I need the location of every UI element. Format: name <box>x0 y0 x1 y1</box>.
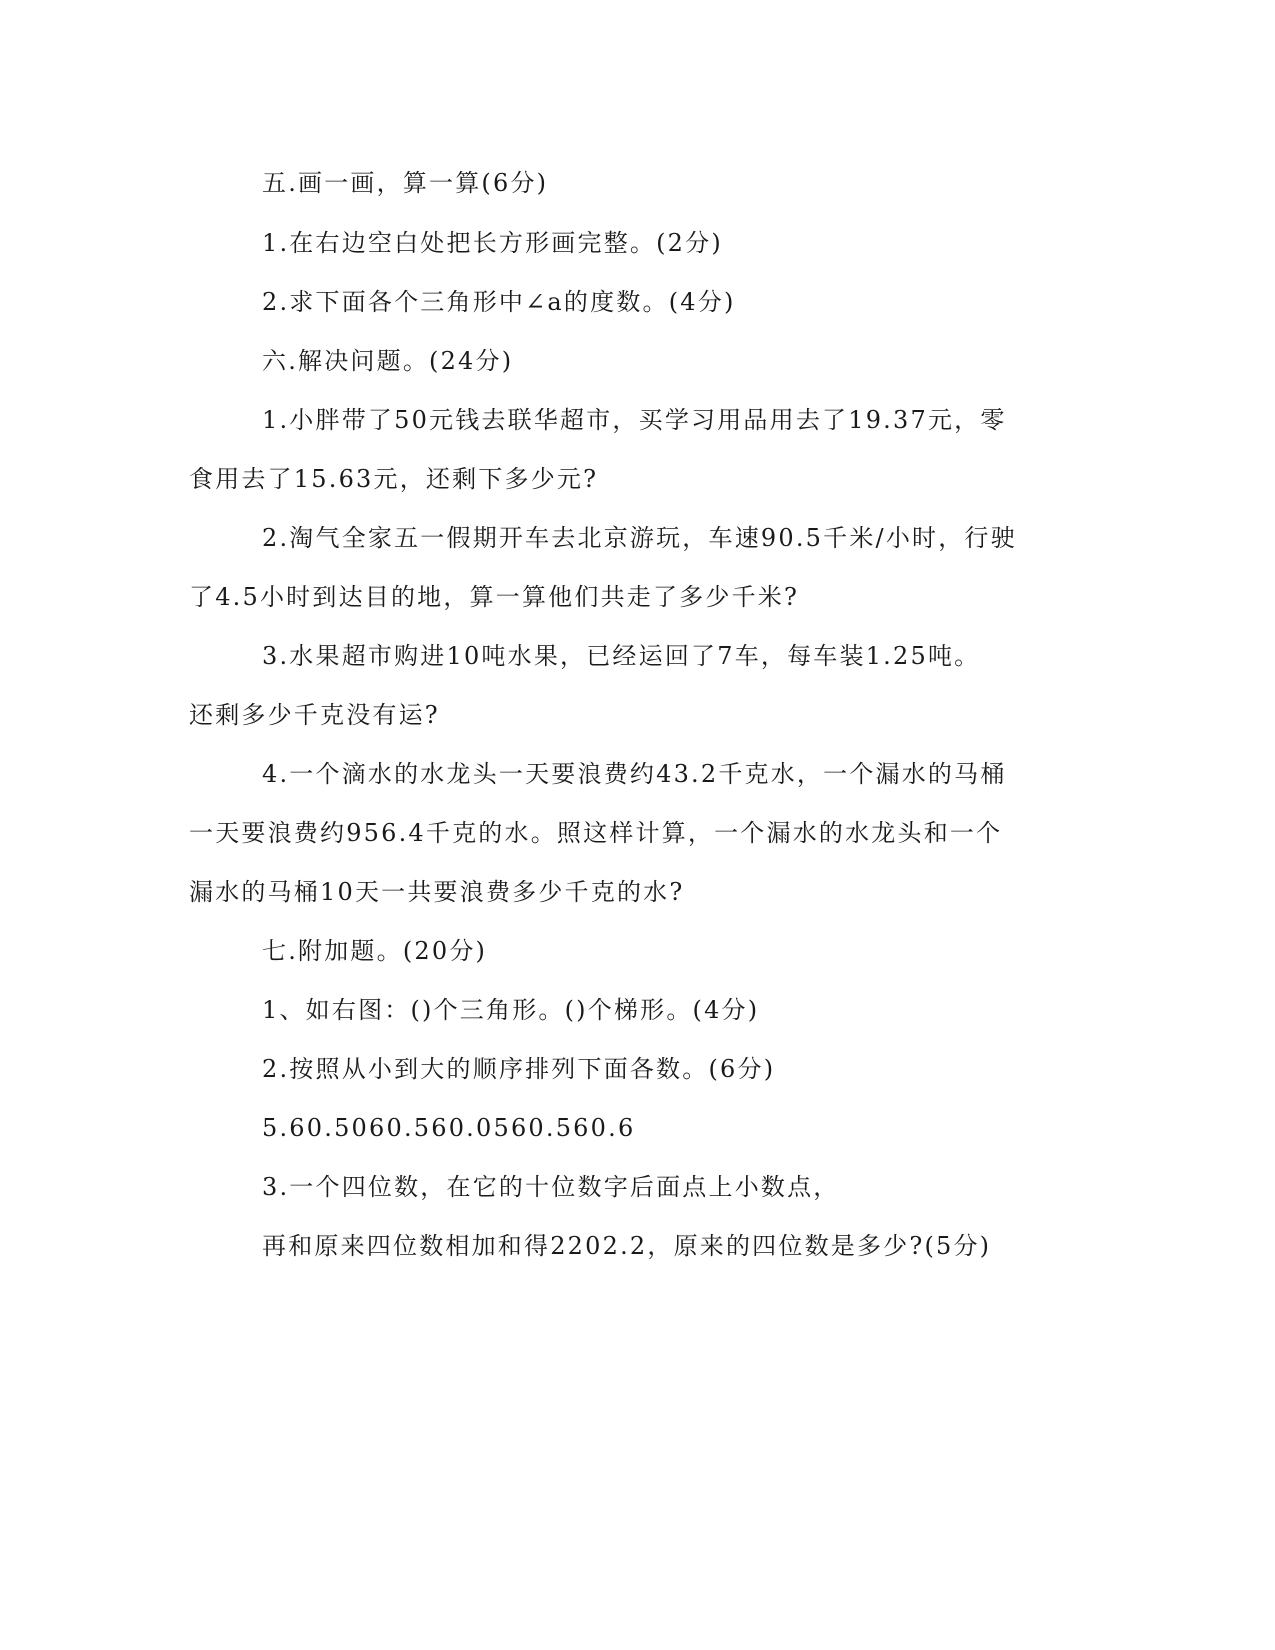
question-7-2: 2.按照从小到大的顺序排列下面各数。(6分) <box>262 1055 776 1083</box>
question-6-2-line-2: 了4.5小时到达目的地，算一算他们共走了多少千米? <box>189 583 800 611</box>
question-7-3-line-1: 3.一个四位数，在它的十位数字后面点上小数点， <box>262 1173 840 1201</box>
question-7-1: 1、如右图：()个三角形。()个梯形。(4分) <box>262 996 760 1024</box>
question-6-3-line-1: 3.水果超市购进10吨水果，已经运回了7车，每车装1.25吨。 <box>262 642 981 670</box>
question-6-1-line-2: 食用去了15.63元，还剩下多少元? <box>189 465 599 493</box>
section-5-heading: 五.画一画，算一算(6分) <box>262 169 549 197</box>
question-6-3-line-2: 还剩多少千克没有运? <box>189 701 440 729</box>
question-7-2-numbers: 5.60.5060.560.0560.560.6 <box>262 1114 636 1142</box>
question-5-2: 2.求下面各个三角形中∠a的度数。(4分) <box>262 288 736 316</box>
question-6-4-line-3: 漏水的马桶10天一共要浪费多少千克的水? <box>189 878 685 906</box>
section-7-heading: 七.附加题。(20分) <box>262 937 488 965</box>
section-6-heading: 六.解决问题。(24分) <box>262 347 514 375</box>
question-6-2-line-1: 2.淘气全家五一假期开车去北京游玩，车速90.5千米/小时，行驶 <box>262 524 1017 552</box>
question-6-1-line-1: 1.小胖带了50元钱去联华超市，买学习用品用去了19.37元，零 <box>262 406 1007 434</box>
question-6-4-line-1: 4.一个滴水的水龙头一天要浪费约43.2千克水，一个漏水的马桶 <box>262 760 1007 788</box>
question-6-4-line-2: 一天要浪费约956.4千克的水。照这样计算，一个漏水的水龙头和一个 <box>189 819 1003 847</box>
question-7-3-line-2: 再和原来四位数相加和得2202.2，原来的四位数是多少?(5分) <box>262 1232 992 1260</box>
question-5-1: 1.在右边空白处把长方形画完整。(2分) <box>262 229 723 257</box>
